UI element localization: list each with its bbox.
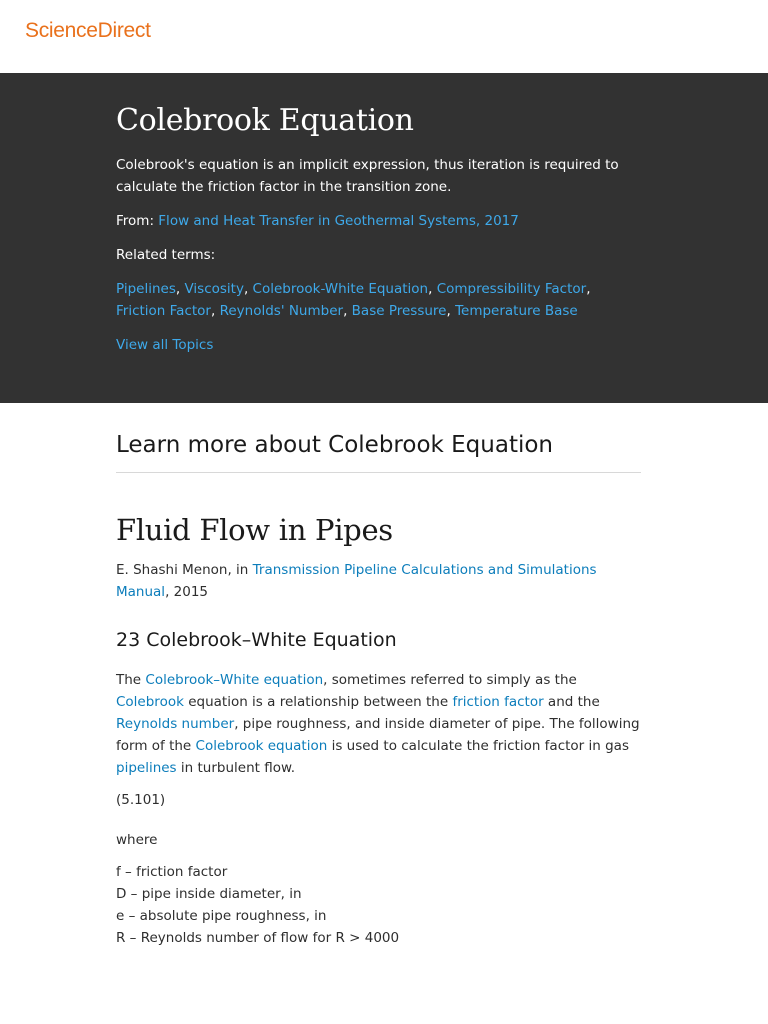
para-text: , pipe roughness, and inside diameter of pipe. The following form of the bbox=[116, 716, 640, 754]
reynolds-number-link[interactable]: Reynolds number bbox=[116, 716, 235, 732]
learn-more-heading: Learn more about Colebrook Equation bbox=[116, 432, 641, 473]
related-term-link[interactable]: Pipelines bbox=[116, 281, 176, 297]
where-label: where bbox=[116, 832, 158, 848]
chapter-title[interactable] bbox=[116, 513, 641, 547]
colebrook-white-equation-link[interactable]: Colebrook–White equation bbox=[145, 672, 324, 688]
related-term-link[interactable]: Temperature Base bbox=[455, 303, 578, 319]
view-all-topics-link[interactable]: View all Topics bbox=[116, 337, 214, 353]
colebrook-equation-link[interactable]: Colebrook equation bbox=[195, 738, 328, 754]
chapter-source bbox=[116, 559, 641, 603]
related-terms-label: Related terms: bbox=[116, 247, 216, 263]
related-term-link[interactable]: Friction Factor bbox=[116, 303, 211, 319]
topic-title: Colebrook Equation bbox=[116, 103, 414, 138]
friction-factor-link[interactable]: friction factor bbox=[452, 694, 544, 710]
publication-year: , 2015 bbox=[165, 584, 209, 600]
variable-item: e – absolute pipe roughness, in bbox=[116, 908, 327, 924]
topic-hero-content bbox=[116, 103, 641, 356]
para-text: in turbulent flow. bbox=[176, 760, 296, 776]
equation-number: (5.101) bbox=[116, 792, 166, 808]
variable-item: R – Reynolds number of flow for R > 4000 bbox=[116, 930, 400, 946]
para-text: , sometimes referred to simply as the bbox=[323, 672, 577, 688]
topic-from bbox=[116, 210, 641, 232]
related-term-link[interactable]: Colebrook-White Equation bbox=[252, 281, 429, 297]
from-source-link[interactable]: Flow and Heat Transfer in Geothermal Systems, 2017 bbox=[158, 213, 519, 229]
topic-definition: Colebrook's equation is an implicit expression, thus iteration is required to calculate the friction factor in the transition zone. bbox=[116, 157, 619, 195]
related-terms-list: Pipelines, Viscosity, Colebrook-White Equation, Compressibility Factor, Friction Factor, Reynolds' Number, Base Pressure, Temperature Base bbox=[116, 281, 591, 319]
related-term-link[interactable]: Viscosity bbox=[184, 281, 244, 297]
pipelines-link[interactable]: pipelines bbox=[116, 760, 177, 776]
main-content bbox=[116, 420, 641, 949]
related-term-link[interactable]: Base Pressure bbox=[351, 303, 447, 319]
para-text: is used to calculate the friction factor in gas bbox=[327, 738, 629, 754]
site-header bbox=[0, 0, 768, 73]
author: E. Shashi Menon, in bbox=[116, 562, 249, 578]
topic-hero bbox=[0, 73, 768, 403]
colebrook-link[interactable]: Colebrook bbox=[116, 694, 184, 710]
chapter-title-text[interactable]: Fluid Flow in Pipes bbox=[116, 513, 393, 547]
section-heading: 23 Colebrook–White Equation bbox=[116, 629, 397, 651]
para-text: The bbox=[116, 672, 146, 688]
variable-item: D – pipe inside diameter, in bbox=[116, 886, 302, 902]
para-text: and the bbox=[543, 694, 600, 710]
para-text: equation is a relationship between the bbox=[183, 694, 453, 710]
book-link[interactable]: Transmission Pipeline Calculations and Simulations Manual bbox=[116, 562, 597, 600]
related-term-link[interactable]: Reynolds' Number bbox=[219, 303, 344, 319]
chapter-paragraph bbox=[116, 669, 641, 779]
from-label: From: bbox=[116, 213, 154, 229]
variable-item: f – friction factor bbox=[116, 864, 228, 880]
related-term-link[interactable]: Compressibility Factor bbox=[436, 281, 587, 297]
variable-list bbox=[116, 861, 641, 949]
sciencedirect-logo[interactable]: ScienceDirect bbox=[25, 19, 151, 42]
